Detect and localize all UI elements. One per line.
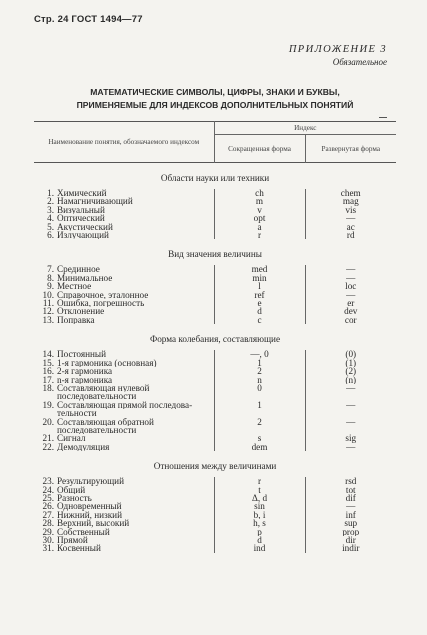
- section-title: Отношения между величинами: [153, 460, 277, 471]
- row-number: 28.: [42, 519, 54, 528]
- full-form-cell: prop: [305, 528, 396, 536]
- concept-name: Ошибка, погрешность: [57, 299, 145, 308]
- table-corner-mark: [379, 117, 387, 118]
- section-heading-row: [34, 451, 396, 477]
- concept-cell: [34, 443, 214, 451]
- full-form-cell: —: [305, 401, 396, 409]
- table-row: [34, 502, 396, 510]
- concept-cell: [34, 274, 214, 282]
- table-row: [34, 299, 396, 307]
- full-form-cell: [305, 426, 396, 434]
- title-line-1: МАТЕМАТИЧЕСКИЕ СИМВОЛЫ, ЦИФРЫ, ЗНАКИ И БУКВЫ,: [90, 87, 340, 97]
- table-body: [34, 163, 396, 553]
- concept-cell: [34, 291, 214, 299]
- row-number: 10.: [42, 290, 54, 300]
- section-title: Области науки или техники: [160, 172, 270, 183]
- concept-name: Результирующий: [57, 477, 124, 486]
- table-row: [34, 401, 396, 409]
- full-form-cell: indir: [305, 544, 396, 552]
- concept-cell: [34, 477, 214, 485]
- abbr-form-cell: e: [214, 299, 305, 307]
- abbr-form-cell: [214, 392, 305, 400]
- concept-cell: [34, 299, 214, 307]
- row-number: 9.: [47, 282, 54, 291]
- full-form-cell: sup: [305, 519, 396, 527]
- full-form-cell: sig: [305, 434, 396, 442]
- full-form-cell: vis: [305, 206, 396, 214]
- concept-name: последовательности: [57, 425, 137, 435]
- concept-cell: [34, 392, 214, 400]
- row-number: 5.: [47, 222, 54, 232]
- full-form-cell: dev: [305, 307, 396, 315]
- concept-name: Составляющая нулевой: [57, 383, 150, 393]
- full-form-cell: ac: [305, 223, 396, 231]
- index-table: [34, 121, 396, 553]
- concept-cell: [34, 189, 214, 197]
- full-form-cell: er: [305, 299, 396, 307]
- table-row: [34, 231, 396, 239]
- section-heading-row: [34, 239, 396, 265]
- concept-cell: [34, 197, 214, 205]
- full-form-cell: —: [305, 214, 396, 222]
- concept-name: Нижний, низкий: [57, 510, 123, 520]
- table-row: [34, 477, 396, 485]
- concept-name: Собственный: [57, 527, 110, 536]
- concept-cell: [34, 231, 214, 239]
- full-form-cell: —: [305, 291, 396, 299]
- row-number: 2.: [47, 197, 54, 206]
- abbr-form-cell: r: [214, 477, 305, 485]
- table-row: [34, 426, 396, 434]
- abbr-form-cell: d: [214, 536, 305, 544]
- full-form-cell: rd: [305, 231, 396, 239]
- concept-name: Местное: [57, 282, 92, 291]
- table-row: [34, 350, 396, 358]
- concept-name: Оптический: [57, 214, 105, 223]
- row-number: 8.: [47, 273, 54, 283]
- abbr-form-cell: d: [214, 307, 305, 315]
- abbr-form-cell: l: [214, 282, 305, 290]
- table-row: [34, 197, 396, 205]
- row-number: 7.: [47, 265, 54, 274]
- row-number: 25.: [42, 493, 54, 503]
- table-row: [34, 384, 396, 392]
- concept-cell: [34, 536, 214, 544]
- concept-cell: [34, 409, 214, 417]
- table-row: [34, 265, 396, 273]
- row-number: 14.: [42, 350, 54, 359]
- table-row: [34, 291, 396, 299]
- concept-cell: [34, 384, 214, 392]
- row-number: 26.: [42, 502, 54, 511]
- index-table-wrapper: [34, 121, 396, 553]
- table-row: [34, 206, 396, 214]
- abbr-form-cell: ch: [214, 189, 305, 197]
- abbr-form-cell: —, 0: [214, 350, 305, 358]
- concept-name: последовательности: [57, 392, 137, 401]
- concept-name: 1-я гармоника (основная): [57, 358, 157, 368]
- row-number: 13.: [42, 315, 54, 325]
- row-number: 27.: [42, 510, 54, 520]
- table-row: [34, 494, 396, 502]
- abbr-form-cell: v: [214, 206, 305, 214]
- row-number: 21.: [42, 434, 54, 443]
- row-number: 18.: [42, 383, 54, 393]
- row-number: 24.: [42, 485, 54, 494]
- table-row: [34, 409, 396, 417]
- abbr-form-cell: r: [214, 231, 305, 239]
- table-row: [34, 282, 396, 290]
- full-form-cell: (2): [305, 367, 396, 375]
- table-row: [34, 434, 396, 442]
- concept-name: Срединное: [57, 265, 100, 274]
- abbr-form-cell: opt: [214, 214, 305, 222]
- section-heading-row: [34, 163, 396, 190]
- row-number: 31.: [42, 544, 54, 553]
- full-form-cell: —: [305, 443, 396, 451]
- concept-name: Общий: [57, 485, 86, 494]
- abbr-form-cell: b, i: [214, 511, 305, 519]
- full-form-cell: —: [305, 384, 396, 392]
- abbr-form-cell: h, s: [214, 519, 305, 527]
- table-row: [34, 223, 396, 231]
- row-number: 23.: [42, 477, 54, 486]
- row-number: 20.: [42, 417, 54, 426]
- abbr-form-cell: 1: [214, 359, 305, 367]
- concept-cell: [34, 519, 214, 527]
- concept-name: Минимальное: [57, 273, 113, 283]
- full-form-cell: loc: [305, 282, 396, 290]
- table-row: [34, 486, 396, 494]
- abbr-form-cell: [214, 426, 305, 434]
- abbr-form-cell: a: [214, 223, 305, 231]
- abbr-form-cell: p: [214, 528, 305, 536]
- full-form-cell: cor: [305, 316, 396, 324]
- row-number: 15.: [42, 358, 54, 368]
- concept-name: n-я гармоника: [57, 375, 113, 384]
- row-number: 3.: [47, 205, 54, 215]
- row-number: 11.: [42, 299, 54, 308]
- concept-cell: [34, 265, 214, 273]
- concept-name: Химический: [57, 189, 107, 198]
- concept-cell: [34, 376, 214, 384]
- table-row: [34, 418, 396, 426]
- full-form-cell: tot: [305, 486, 396, 494]
- col-header-abbr: Сокращенная форма: [214, 135, 305, 163]
- abbr-form-cell: min: [214, 274, 305, 282]
- table-row: [34, 367, 396, 375]
- row-number: 30.: [42, 536, 54, 545]
- full-form-cell: [305, 409, 396, 417]
- concept-name: Справочное, эталонное: [57, 290, 149, 300]
- row-number: 6.: [47, 231, 54, 240]
- table-row: [34, 392, 396, 400]
- concept-cell: [34, 206, 214, 214]
- section-title: Вид значения величины: [168, 249, 262, 260]
- section-heading-row: [34, 324, 396, 350]
- concept-name: Верхний, высокий: [57, 519, 130, 528]
- abbr-form-cell: s: [214, 434, 305, 442]
- abbr-form-cell: c: [214, 316, 305, 324]
- row-number: 12.: [42, 307, 54, 316]
- concept-name: Прямой: [57, 536, 88, 545]
- concept-cell: [34, 511, 214, 519]
- col-header-name: Наименование понятия, обозначаемого индексом: [48, 138, 200, 146]
- col-header-index: Индекс: [214, 122, 396, 135]
- abbr-form-cell: Δ, d: [214, 494, 305, 502]
- concept-name: тельности: [57, 409, 97, 418]
- concept-name: 2-я гармоника: [57, 367, 113, 376]
- concept-name: Намагничивающий: [57, 197, 133, 206]
- appendix-status: Обязательное: [332, 57, 387, 67]
- full-form-cell: (n): [305, 376, 396, 384]
- concept-cell: [34, 359, 214, 367]
- title-line-2: ПРИМЕНЯЕМЫЕ ДЛЯ ИНДЕКСОВ ДОПОЛНИТЕЛЬНЫХ ПОНЯТИЙ: [76, 100, 354, 110]
- concept-cell: [34, 486, 214, 494]
- concept-name: Составляющая обратной: [57, 417, 154, 426]
- concept-cell: [34, 434, 214, 442]
- abbr-form-cell: n: [214, 376, 305, 384]
- full-form-cell: —: [305, 265, 396, 273]
- concept-cell: [34, 502, 214, 510]
- concept-cell: [34, 214, 214, 222]
- abbr-form-cell: 2: [214, 418, 305, 426]
- table-row: [34, 214, 396, 222]
- full-form-cell: chem: [305, 189, 396, 197]
- document-title: [34, 86, 396, 112]
- table-row: [34, 274, 396, 282]
- row-number: 1.: [47, 189, 54, 198]
- concept-cell: [34, 223, 214, 231]
- full-form-cell: —: [305, 418, 396, 426]
- full-form-cell: dif: [305, 494, 396, 502]
- abbr-form-cell: [214, 409, 305, 417]
- concept-name: Постоянный: [57, 350, 106, 359]
- concept-cell: [34, 418, 214, 426]
- concept-name: Разность: [57, 493, 92, 503]
- concept-cell: [34, 401, 214, 409]
- row-number: 29.: [42, 527, 54, 536]
- abbr-form-cell: ind: [214, 544, 305, 552]
- page-header: Стр. 24 ГОСТ 1494—77: [34, 14, 143, 25]
- concept-cell: [34, 350, 214, 358]
- table-row: [34, 307, 396, 315]
- concept-cell: [34, 307, 214, 315]
- concept-cell: [34, 282, 214, 290]
- abbr-form-cell: m: [214, 197, 305, 205]
- concept-cell: [34, 316, 214, 324]
- table-row: [34, 544, 396, 552]
- table-row: [34, 528, 396, 536]
- abbr-form-cell: t: [214, 486, 305, 494]
- concept-cell: [34, 528, 214, 536]
- table-row: [34, 536, 396, 544]
- concept-cell: [34, 426, 214, 434]
- table-row: [34, 519, 396, 527]
- abbr-form-cell: dem: [214, 443, 305, 451]
- table-row: [34, 316, 396, 324]
- concept-name: Демодуляция: [57, 442, 110, 452]
- full-form-cell: dir: [305, 536, 396, 544]
- abbr-form-cell: sin: [214, 502, 305, 510]
- concept-cell: [34, 367, 214, 375]
- concept-name: Одновременный: [57, 502, 122, 511]
- abbr-form-cell: 1: [214, 401, 305, 409]
- abbr-form-cell: 2: [214, 367, 305, 375]
- concept-name: Отклонение: [57, 307, 105, 316]
- concept-name: Излучающий: [57, 231, 109, 240]
- full-form-cell: rsd: [305, 477, 396, 485]
- concept-name: Сигнал: [57, 434, 86, 443]
- row-number: 17.: [42, 375, 54, 384]
- table-header: [34, 122, 396, 163]
- full-form-cell: inf: [305, 511, 396, 519]
- concept-name: Поправка: [57, 315, 95, 325]
- table-row: [34, 359, 396, 367]
- appendix-number: ПРИЛОЖЕНИЕ 3: [288, 44, 387, 55]
- table-row: [34, 511, 396, 519]
- row-number: 16.: [42, 367, 54, 376]
- table-row: [34, 376, 396, 384]
- concept-name: Акустический: [57, 222, 113, 232]
- concept-cell: [34, 494, 214, 502]
- full-form-cell: —: [305, 502, 396, 510]
- table-row: [34, 189, 396, 197]
- col-header-full: Развернутая форма: [305, 135, 396, 163]
- abbr-form-cell: med: [214, 265, 305, 273]
- row-number: 22.: [42, 442, 54, 452]
- concept-cell: [34, 544, 214, 552]
- section-title: Форма колебания, составляющие: [149, 334, 281, 345]
- full-form-cell: (1): [305, 359, 396, 367]
- abbr-form-cell: 0: [214, 384, 305, 392]
- full-form-cell: mag: [305, 197, 396, 205]
- concept-name: Косвенный: [57, 544, 101, 553]
- concept-name: Составляющая прямой последова-: [57, 400, 193, 410]
- row-number: 19.: [42, 400, 54, 410]
- full-form-cell: (0): [305, 350, 396, 358]
- row-number: 4.: [47, 214, 54, 223]
- appendix-label: [289, 43, 387, 69]
- concept-name: Визуальный: [57, 205, 105, 215]
- full-form-cell: —: [305, 274, 396, 282]
- full-form-cell: [305, 392, 396, 400]
- abbr-form-cell: ref: [214, 291, 305, 299]
- table-row: [34, 443, 396, 451]
